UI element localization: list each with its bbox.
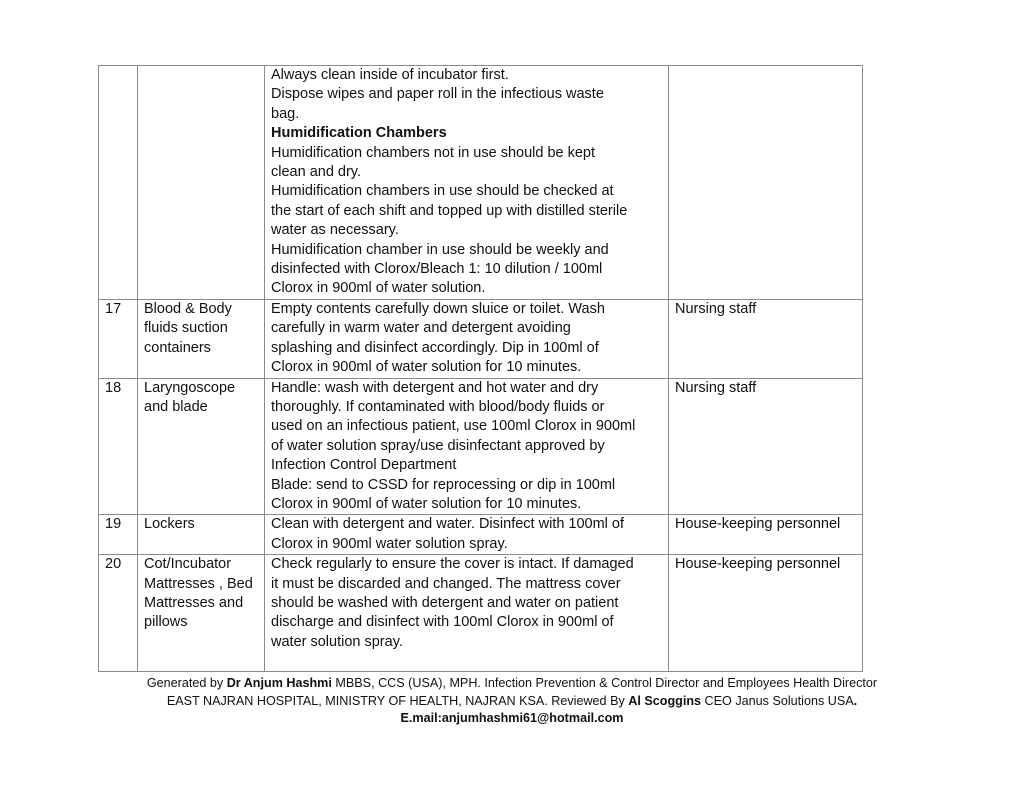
procedure-line: Blade: send to CSSD for reprocessing or dip in 100ml	[271, 476, 616, 493]
footer-author-line	[98, 675, 926, 693]
footer-reviewer: Al Scoggins	[628, 693, 702, 708]
procedure-cell	[265, 555, 669, 672]
responsible-cell: House-keeping personnel	[669, 555, 863, 672]
procedure-cell	[265, 515, 669, 555]
procedure-line: should be washed with detergent and water on patient	[271, 594, 619, 611]
item-line: Lockers	[144, 516, 195, 533]
procedure-line: Check regularly to ensure the cover is intact. If damaged	[271, 556, 634, 573]
item-line: Blood & Body	[144, 300, 232, 317]
procedure-line: Always clean inside of incubator first.	[271, 67, 509, 83]
item-line: Mattresses and	[144, 594, 244, 611]
row-number: 20	[99, 555, 138, 672]
table-row	[99, 555, 863, 672]
item-line: Laryngoscope	[144, 379, 236, 396]
responsible-cell: House-keeping personnel	[669, 515, 863, 555]
procedure-cell	[265, 299, 669, 378]
procedure-line: water solution spray.	[271, 633, 403, 650]
footer-text: EAST NAJRAN HOSPITAL, MINISTRY OF HEALTH, NAJRAN KSA. Reviewed By	[166, 693, 629, 708]
item-cell	[138, 378, 265, 515]
footer-email: E.mail:anjumhashmi61@hotmail.com	[400, 711, 624, 725]
procedure-line: used on an infectious patient, use 100ml Clorox in 900ml	[271, 418, 636, 435]
procedure-line: discharge and disinfect with 100ml Clorox in 900ml of	[271, 614, 614, 631]
table-row-continued	[99, 66, 863, 300]
footer-text: CEO Janus Solutions USA	[701, 693, 854, 708]
cleaning-procedures-table	[98, 65, 863, 672]
item-cell	[138, 555, 265, 672]
item-cell	[138, 66, 265, 300]
procedure-line: Humidification chambers in use should be checked at	[271, 183, 614, 200]
procedure-line: Empty contents carefully down sluice or toilet. Wash	[271, 300, 605, 317]
procedure-cell	[265, 66, 669, 300]
procedure-line: Clorox in 900ml of water solution for 10 minutes.	[271, 495, 582, 512]
item-cell	[138, 299, 265, 378]
procedure-line: Humidification chamber in use should be weekly and	[271, 241, 609, 258]
procedure-line: bag.	[271, 105, 300, 122]
table-row	[99, 378, 863, 515]
row-number: 19	[99, 515, 138, 555]
procedure-line: Clorox in 900ml water solution spray.	[271, 535, 508, 552]
procedure-line: Dispose wipes and paper roll in the infectious waste	[271, 86, 604, 103]
procedure-line: water as necessary.	[271, 222, 399, 239]
footer-author: Dr Anjum Hashmi	[226, 676, 332, 690]
footer-text: Generated by	[146, 676, 227, 690]
procedure-line: disinfected with Clorox/Bleach 1: 10 dilution / 100ml	[271, 261, 603, 278]
procedure-line: thoroughly. If contaminated with blood/body fluids or	[271, 398, 605, 415]
footer-text: .	[853, 693, 858, 708]
procedure-line: Infection Control Department	[271, 457, 457, 474]
item-line: Cot/Incubator	[144, 556, 232, 573]
row-number-cell	[99, 66, 138, 300]
procedure-line: carefully in warm water and detergent avoiding	[271, 320, 571, 337]
procedure-line: Handle: wash with detergent and hot water and dry	[271, 379, 599, 396]
procedure-cell	[265, 378, 669, 515]
row-number: 18	[99, 378, 138, 515]
procedure-line: splashing and disinfect accordingly. Dip in 100ml of	[271, 339, 599, 356]
item-cell	[138, 515, 265, 555]
responsible-cell: Nursing staff	[669, 299, 863, 378]
footer-hospital-line	[98, 693, 926, 711]
procedure-line: Clean with detergent and water. Disinfect with 100ml of	[271, 516, 625, 533]
procedure-line: it must be discarded and changed. The mattress cover	[271, 575, 621, 592]
document-footer	[98, 675, 926, 728]
table-row	[99, 299, 863, 378]
item-line: containers	[144, 339, 211, 356]
footer-text: MBBS, CCS (USA), MPH. Infection Prevention & Control Director and Employees Health Director	[331, 676, 878, 690]
procedure-line: the start of each shift and topped up with distilled sterile	[271, 202, 628, 219]
row-number: 17	[99, 299, 138, 378]
responsible-cell	[669, 66, 863, 300]
procedure-line: clean and dry.	[271, 164, 362, 181]
item-line: fluids suction	[144, 320, 228, 337]
responsible-cell: Nursing staff	[669, 378, 863, 515]
procedure-line: Clorox in 900ml of water solution for 10 minutes.	[271, 359, 582, 376]
item-line: and blade	[144, 398, 208, 415]
item-line: pillows	[144, 614, 188, 631]
procedure-line: Clorox in 900ml of water solution.	[271, 280, 486, 297]
procedure-line: of water solution spray/use disinfectant approved by	[271, 437, 605, 454]
item-line: Mattresses , Bed	[144, 575, 253, 592]
section-heading: Humidification Chambers	[271, 125, 447, 142]
procedure-line: Humidification chambers not in use should be kept	[271, 144, 596, 161]
table-row	[99, 515, 863, 555]
